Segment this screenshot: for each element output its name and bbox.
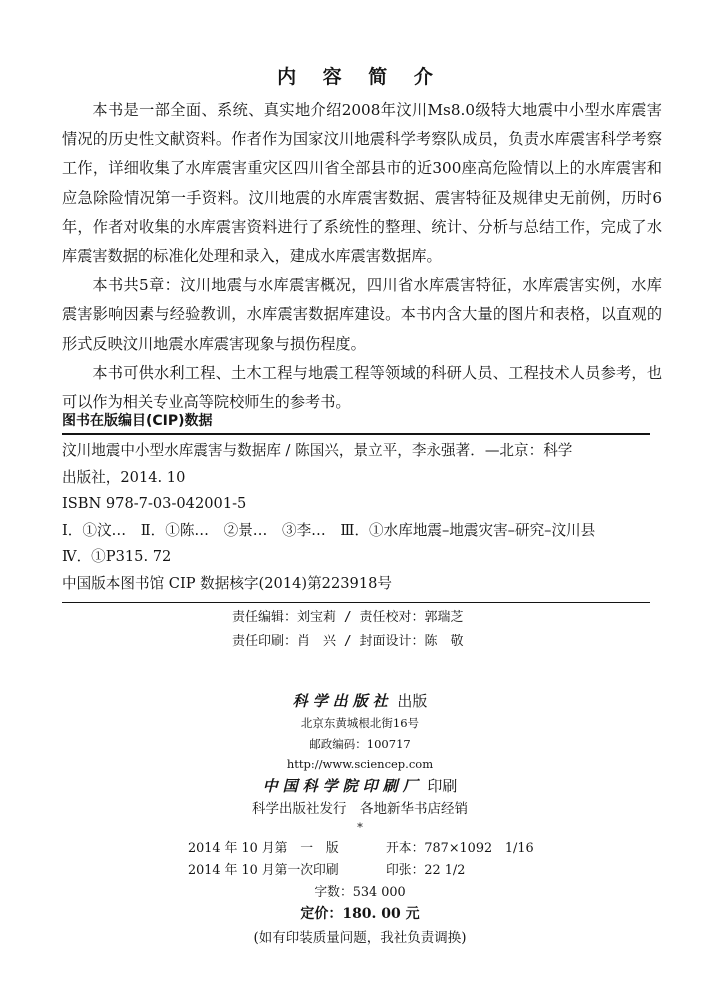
publisher-info: [0, 690, 720, 834]
credits-printing-design: 责任印刷：肖 兴 / 封面设计：陈 敬: [232, 634, 464, 649]
publisher-url: http://www.sciencep.com: [286, 757, 434, 771]
cip-header: 图书在版编目(CIP)数据: [62, 413, 213, 429]
spec-format: 开本：787×1092 1/16: [386, 841, 534, 856]
publisher-postcode: 邮政编码：100717: [309, 737, 411, 751]
cip-bottom-rule: [62, 602, 650, 603]
printer-logo-text: 中国科学院印刷厂: [262, 777, 423, 795]
asterisk-separator: *: [357, 820, 363, 834]
credits-editors: 责任编辑：刘宝莉 / 责任校对：郭瑞芝: [232, 610, 464, 625]
cip-top-rule: [62, 433, 650, 435]
spec-price: 定价：180. 00 元: [300, 906, 420, 922]
cip-line-6: 中国版本图书馆 CIP 数据核字(2014)第223918号: [62, 574, 392, 592]
cip-line-1: 汶川地震中小型水库震害与数据库 / 陈国兴，景立平，李永强著．—北京：科学: [62, 442, 573, 459]
spec-edition: 2014 年 10 月第 一 版: [188, 841, 339, 856]
publisher-suffix: 出版: [397, 692, 428, 710]
intro-paragraph-2: 本书共5章：汶川地震与水库震害概况，四川省水库震害特征，水库震害实例，水库震害影响因素与经验教训，水库震害数据库建设。本书内含大量的图片和表格，以直观的形式反映汶川地震水库震害现象与损伤程度。: [62, 276, 662, 353]
cip-line-4: Ⅰ．①汶… Ⅱ．①陈… ②景… ③李… Ⅲ．①水库地震–地震灾害–研究–汶川县: [62, 521, 596, 539]
spec-printing: 2014 年 10 月第一次印刷: [188, 863, 339, 878]
distribution-line: 科学出版社发行 各地新华书店经销: [252, 801, 468, 817]
cip-record: [62, 438, 652, 597]
credits: [232, 606, 463, 654]
intro-paragraph-3: 本书可供水利工程、土木工程与地震工程等领域的科研人员、工程技术人员参考，也可以作为相关专业高等院校师生的参考书。: [62, 363, 662, 412]
cip-line-2: 出版社，2014. 10: [62, 468, 186, 486]
page-title: 内 容 简 介: [277, 66, 443, 88]
printer-suffix: 印刷: [427, 777, 458, 795]
publisher-address: 北京东黄城根北街16号: [300, 716, 420, 730]
spec-sheets: 印张：22 1/2: [386, 863, 466, 878]
cip-line-5: Ⅳ．①P315. 72: [62, 548, 172, 565]
publisher-logo-text: 科学出版社: [292, 692, 393, 710]
intro-paragraph-1: 本书是一部全面、系统、真实地介绍2008年汶川Ms8.0级特大地震中小型水库震害情况的历史性文献资料。作者作为国家汶川地震科学考察队成员，负责水库震害科学考察工作，详细收集了水库震害重灾区四川省全部县市的近300座高危险情以上的水库震害和应急除险情况第一手资料。汶川地震的水库震害数据、震害特征及规律史无前例，历时6年，作者对收集的水库震害资料进行了系统性的整理、统计、分析与总结工作，完成了水库震害数据的标准化处理和录入，建成水库震害数据库。: [62, 101, 662, 266]
cip-line-3: ISBN 978-7-03-042001-5: [62, 495, 247, 512]
printer-line: [0, 774, 720, 798]
publisher-line: [0, 690, 720, 712]
spec-notice: (如有印装质量问题，我社负责调换): [253, 930, 467, 946]
intro-section: [62, 96, 662, 417]
spec-word-count: 字数：534 000: [314, 885, 406, 900]
